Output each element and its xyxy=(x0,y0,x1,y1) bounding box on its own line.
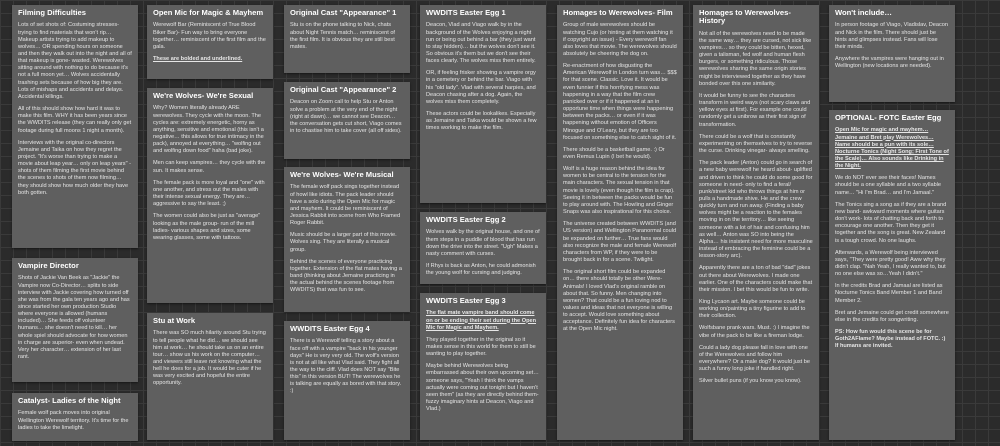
card-easter-egg-1[interactable] xyxy=(420,5,546,203)
card-paragraph: Deacon, Vlad and Viago walk by in the background of the Wolves enjoying a night run or being out behind a bar (they just want to stay hidden)… but the wolves don't see it. So obvious it's them but we don't see their faces clearly. The wolves miss them entirely. xyxy=(426,22,536,65)
card-paragraph: The female wolf pack sings together instead of howl like idiots. The pack leader should have a solo during the Open Mic for magic and mayhem. It could be reminiscent of Jessica Rabbit into scene from Who Framed Roger Rabbit. xyxy=(290,184,401,227)
card-easter-egg-4[interactable] xyxy=(284,321,410,440)
card-vampire-director[interactable] xyxy=(12,258,138,382)
card-title: Original Cast "Appearance" 2 xyxy=(290,85,397,94)
card-homages-film[interactable] xyxy=(557,5,683,440)
card-paragraph: PS: How fun would this scene be for Goth2AFlame? Maybe instead of FOTC. :) If humans are invited. xyxy=(835,329,946,350)
card-paragraph: Open Mic for magic and mayhem… Jemaine and Bret play Werewolves… Name should be a pun with its sole… Nocturne Tonics (Night Song; First Tone of the Scale)… Also sounds like Drinking in the Night. xyxy=(835,127,949,170)
card-were-musical[interactable] xyxy=(284,167,410,312)
card-paragraph: Men can keep vampires… they cycle with the sun. It makes sense. xyxy=(153,160,266,174)
card-wont-include[interactable] xyxy=(829,5,955,102)
card-title: Vampire Director xyxy=(18,261,79,270)
card-paragraph: If Rhys is back as Anton, he could admonish the young wolf for cursing and judging. xyxy=(426,262,536,277)
card-paragraph: All of this should show how hard it was to make this film. WHY it has been years since the WWDITS release (they can really only get footage during full moons 1 night a month). xyxy=(18,106,132,134)
card-paragraph: Werewolf Bar (Reminiscent of True Blood Biker Bar)- Fun way to bring everyone together… reminiscent of the first film and the gala. xyxy=(153,22,266,50)
card-paragraph: OR, if feeling frisker showing a vampire orgy in a cemetery or behind the bar. Viago with his "old lady". Vlad with several harpies, and Deacon chasing after a dog. Again, the wolves miss them completely. xyxy=(426,70,536,105)
card-paragraph: These actors could be lookalikes. Especially as Jemaine and Taika would be shown a few times working to make the film. xyxy=(426,111,537,132)
card-paragraph: Apparently there are a ton of bad "dad" jokes out there about Werewolves. I made one earlier. One of the characters could make that their mission. I bet this would be fun to write. xyxy=(699,265,813,293)
card-paragraph: Silver bullet puns (if you know you know). xyxy=(699,378,802,385)
card-paragraph: Lots of set shots of: Costuming stresses- trying to find materials that won't rip… Makeup artists trying to add makeup to wolves… OR spending hours on someone and then they walk out into the night and all of that makeup is gone- wasted. Werewolves sitting around with nothing to do because it's not a full moon yet… Wolves accidentally trashing sets because of how big they are. Lots of mishaps and accidents and delays. Accidental killings. xyxy=(18,22,132,100)
card-paragraph: There was SO much hilarity around Stu trying to tell people what he did… we should see him at work… he should take us on an entire tour… show us his work on the computer… and viewers still leave not knowing what the hell he does for a job. It would be cuter if he was very excited and hopeful the entire opportunity. xyxy=(153,330,266,387)
card-paragraph: Bret and Jemaine could get credit somewhere else in the credits for songwriting. xyxy=(835,309,949,323)
card-paragraph: Music should be a larger part of this movie. Wolves sing. They are literally a musical group. xyxy=(290,232,397,253)
card-title: Catalyst- Ladies of the Night xyxy=(18,396,121,405)
card-paragraph: Why? Women literally already ARE werewolves. They cycle with the moon. The cycles are: extremely energetic, horny as anything, sensitive and emotional (this isn't a negative… this allows for true intimacy in the pack), annoyed at everything… "wolfing out and wolfing down food" haha (bad joke). xyxy=(153,105,264,155)
card-optional-fotc[interactable] xyxy=(829,110,955,440)
card-paragraph: The female pack is more loyal and "one" with one another, and stress out the males with their intense sexual energy. They are… aggressive to say the least. ;) xyxy=(153,179,265,208)
card-paragraph: Not all of the werewolves need to be made the same way… they are cursed, not sick like vampires… so they could be bitten, hexed, given a talisman, fed wolf and human flesh burgers, or something ridiculous. Those werewolves sharing the same origin stories might be interviewed together as they have bonded over this one similarity. xyxy=(699,30,812,87)
card-open-mic[interactable] xyxy=(147,5,273,79)
card-title: Open Mic for Magic & Mayhem xyxy=(153,8,264,17)
card-title: WWDITS Easter Egg 2 xyxy=(426,215,506,224)
card-paragraph: Could a lady dog please fall in love with one of the Werewolves and follow him everywhere? Or a male dog? It would just be such a funny long joke if handled right. xyxy=(699,344,811,373)
card-paragraph: In person footage of Viago, Vladislav, Deacon and Nick in the film. There should just be hints and glimpses instead. Fans will lose their minds. xyxy=(835,22,948,50)
card-were-sexual[interactable] xyxy=(147,88,273,303)
card-original-cast-2[interactable] xyxy=(284,82,410,159)
card-paragraph: Behind the scenes of everyone practicing together. Extension of the flat mates having a band (thinking about Jemaine practicing in the actual behind the scenes footage from WWDITS) that was fun to see. xyxy=(290,258,402,294)
card-title: We're Wolves- We're Musical xyxy=(290,170,394,179)
card-paragraph: There is a Werewolf telling a story about a face off with a vampire "back in his younger days" He is very very old. The wolf's version is not at all like what Vlad said. They fight all the way to the cliff. Vlad does NOT say "Bite this" in this version BUT! The werewolves he is talking are equally as bored with that story. :) xyxy=(290,338,402,395)
card-paragraph: Stu is on the phone talking to Nick, chats about Night Tennis match… reminiscent of the first film. It is obvious they are still best mates. xyxy=(290,22,395,50)
card-paragraph: The universe created between WWDITS (and US version) and Wellington Paranormal could be expanded on further… True fans would also recognize the male and female Werewolf characters from WP, if they were to be brought back in for a scene. Twilight. xyxy=(563,221,677,264)
card-paragraph: The pack leader (Anton) could go in search of a new baby werewolf he heard about- uplifted and driven to think he could do some good for someone in need- only to find a feral/ punk/street kid who throws things at him or pulls a handmade shive. He and the crew quickly turn and run away. (Finding a baby wolves might be a reaction to the females moving in on the territory… like seeing someone with a lot of hair and confusing him as well… Anton was SO into being the Alpha… his insistent need for more masculine instead of embracing the feminine could be a lesson-story arc). xyxy=(699,160,813,260)
card-paragraph: King Lycaon art. Maybe someone could be working on/painting a tiny figurine to add to their collection. xyxy=(699,299,806,320)
card-paragraph: There should be a basketball game. :) Or even Remus Lupin (I bet he would). xyxy=(563,146,665,160)
card-title: Stu at Work xyxy=(153,316,196,325)
card-paragraph: The women could also be just as "average" looking as the male group- run of the mill ladies- various shapes and sizes, some wearing glasses, some with tattoos. xyxy=(153,213,261,241)
card-paragraph: These are bolded and underlined. xyxy=(153,55,243,62)
card-title: Filming Difficulties xyxy=(18,8,86,17)
card-title: Homages to Werewolves- Film xyxy=(563,8,673,17)
card-paragraph: Wolf is a huge reason behind the idea for women to be central to the tension for the main characters. The sexual tension in that movie is lovely (even though the film is crap). Seeing it in between the packs would be fun to play around with. The Howling and Ginger Snaps was also inspirational for this choice. xyxy=(563,166,675,216)
card-title: Original Cast "Appearance" 1 xyxy=(290,8,397,17)
card-filming-difficulties[interactable] xyxy=(12,5,138,248)
card-title: WWDITS Easter Egg 3 xyxy=(426,296,506,305)
card-paragraph: There could be a wolf that is constantly experimenting on themselves to try to reverse the curse. Drinking vinegar- always smelling. xyxy=(699,133,813,155)
card-paragraph: Female wolf pack moves into original Wellington Werewolf territory. It's time for the ladies to take the limelight. xyxy=(18,410,129,431)
card-paragraph: The original short film could be expanded on… there should totally be other Were-Animals! I loved Vlad's original ramble on about that. So funny. Men changing into women? That could be a fun loving nod to values and ideas that not everyone is willing to accept. Would love something about acceptance. Definitely fun idea for characters at the Open Mic night. xyxy=(563,269,675,333)
card-paragraph: The flat mate vampire band should come on or be ending their set during the Open Mic for Magic and Mayhem. xyxy=(426,310,537,331)
card-title: Won't include… xyxy=(835,8,892,17)
card-paragraph: Maybe behind Werewolves being embarrassed about their own upcoming set… someone says, "Yeah I think the vamps actually were coming out tonight but I haven't seen them" (as they are directly behind them- fuzzy imaginary hints at Deacon, Viago and Vlad.) xyxy=(426,363,539,413)
card-paragraph: Interviews with the original co-directors Jemaine and Taika on how they regret the project. "It's worse than trying to make a movie about leap year… only on leap years" - shots of them filming the first movie behind the scenes to shots of them now filming… they should show how much older they have both gotten. xyxy=(18,139,131,196)
card-paragraph: Shots of Jackie Van Beek as "Jackie" the Vampire now Co-Director… splits to side interview with Jackie covering how turned off she was from the gala ten years ago and has since started her own production Studio where everyone is allowed (humans included)… She feeds off volunteer humans… she doesn't need to kill… her whole spiel should advocate for how women in charge are superior- even when undead. Very her character… extension of her last rant. xyxy=(18,275,130,361)
card-paragraph: Deacon on Zoom call to help Stu or Anton solve a problem at the very end of the night (right at dawn)… we cannot see Deacon… the conversation gets cut short, Viago comes in to chastise him to take cover (all off sides). xyxy=(290,99,402,134)
card-easter-egg-3[interactable] xyxy=(420,293,546,440)
card-title: Homages to Werewolves- History xyxy=(699,8,791,26)
card-original-cast-1[interactable] xyxy=(284,5,410,73)
card-paragraph: Anywhere the vampires were hanging out in Wellington (new locations are needed). xyxy=(835,55,944,70)
card-title: We're Wolves- We're Sexual xyxy=(153,91,254,100)
card-easter-egg-2[interactable] xyxy=(420,212,546,284)
card-homages-history[interactable] xyxy=(693,5,819,440)
card-paragraph: In the credits Brad and Jamaal are listed as Nocturne Tonics Band Member 1 and Band Member 2. xyxy=(835,283,943,304)
card-paragraph: They played together in the original so it makes sense in this world for them to still be wanting to play together. xyxy=(426,336,536,358)
card-paragraph: It would be funny to see the characters transform in weird ways (not scary claws and yellow eyes at first). For example one could randomly get a unibrow as their first sign of transformation. xyxy=(699,92,811,128)
card-title: WWDITS Easter Egg 4 xyxy=(290,324,370,333)
card-paragraph: Wolves walk by the original house, and one of them steps in a puddle of blood that has run down the drive into the street. "Ugh" Makes a nasty comment with curses. xyxy=(426,229,540,257)
card-title: WWDITS Easter Egg 1 xyxy=(426,8,506,17)
card-paragraph: Group of male werewolves should be watching Cujo (or hinting at them watching it if copyright an issue) - Every werewolf fan also loves that movie. The werewolves should absolutely be cheering the dog on. xyxy=(563,22,677,57)
card-paragraph: The Tonics sing a song as if they are a brand new band- awkward moments where guitars don't work- lots of chatting back and forth to encourage one another. Then they get it together and the song is great. New Zealand is a tough crowd. No one laughs. xyxy=(835,201,947,244)
card-paragraph: Wolfsbane prank wars. Must. :) I imagine the vibe of the pack to be like a fireman lodge. xyxy=(699,325,810,339)
card-stu-at-work[interactable] xyxy=(147,313,273,440)
card-paragraph: We do NOT ever see their faces! Names should be a one syllable and a two syllable name… "Hi I'm Brad… and I'm Jamaal." xyxy=(835,175,942,196)
card-catalyst-ladies[interactable] xyxy=(12,393,138,441)
card-paragraph: Re-enactment of how disgusting the American Werewolf in London turn was… $$$ for that scene. Classic. Love it. It would be even funnier if this horrifying mess was happening in a way that the film crew panicked over or if it happened at an in opportune time when things were happening between the packs… or even if it was happening without emotion of Officers Minogue and O'Leary, but they are too focused on something else to catch sight of it. xyxy=(563,63,677,141)
card-paragraph: Afterwards, a Werewolf being interviewed says, "They were pretty good! Aww why they didn't clap. "Nah Yeah, I really wanted to, but no one else was so…Yeah I didn't." xyxy=(835,249,946,278)
card-title: OPTIONAL- FOTC Easter Egg xyxy=(835,113,942,122)
